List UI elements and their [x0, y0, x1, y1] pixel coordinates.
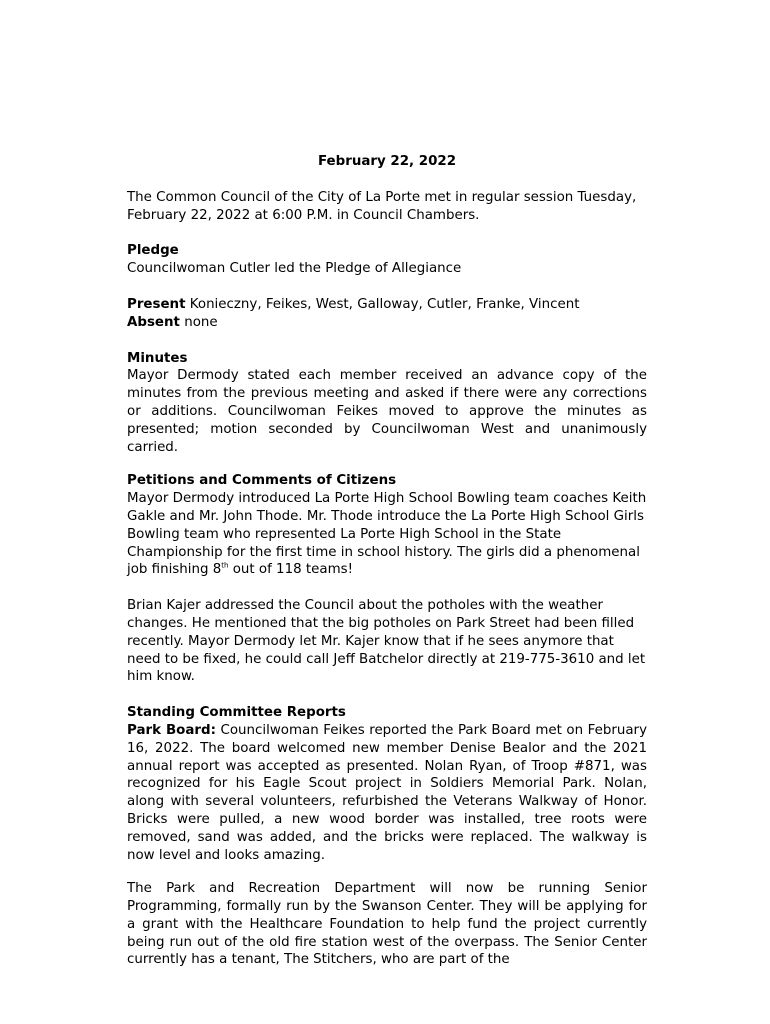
- standing-committee-heading: Standing Committee Reports: [127, 705, 346, 721]
- pledge-text: Councilwoman Cutler led the Pledge of Allegiance: [127, 261, 462, 277]
- park-board-paragraph: [127, 722, 647, 864]
- intro-paragraph: The Common Council of the City of La Porte met in regular session Tuesday, February 22, 2022 at 6:00 P.M. in Council Chambers.: [127, 189, 637, 223]
- petitions-heading: Petitions and Comments of Citizens: [127, 473, 397, 489]
- petitions-paragraph-1: Mayor Dermody introduced La Porte High School Bowling team coaches Keith Gakle and Mr. John Thode. Mr. Thode introduce the La Porte High School Girls Bowling team who represented La Porte High School in the State Championship for the first time in school history. The girls did a phenomenal job finishing 8th out of 118 teams!: [127, 491, 647, 578]
- absent-names: none: [184, 314, 218, 330]
- meeting-date: February 22, 2022: [317, 154, 457, 169]
- absent-label: Absent: [127, 314, 180, 330]
- ordinal-suffix: th: [221, 561, 229, 570]
- present-names: Konieczny, Feikes, West, Galloway, Cutler, Franke, Vincent: [189, 296, 580, 312]
- present-line: [127, 296, 647, 314]
- absent-line: [127, 314, 647, 332]
- minutes-text: Mayor Dermody stated each member received an advance copy of the minutes from the previous meeting and asked if there were any corrections or additions. Councilwoman Feikes moved to approve the minutes as presented; motion seconded by Councilwoman West and unanimously carried.: [127, 368, 647, 455]
- minutes-heading: Minutes: [127, 350, 188, 366]
- petitions-paragraph-2: Brian Kajer addressed the Council about the potholes with the weather changes. He mentioned that the big potholes on Park Street had been filled recently. Mayor Dermody let Mr. Kajer know that if he sees anymore that need to be fixed, he could call Jeff Batchelor directly at 219-775-3610 and let him know.: [127, 598, 646, 685]
- minutes-body: [127, 153, 647, 969]
- present-label: Present: [127, 296, 186, 312]
- recreation-paragraph: The Park and Recreation Department will now be running Senior Programming, formally run by the Swanson Center. They will be applying for a grant with the Healthcare Foundation to help fund the project currently being run out of the old fire station west of the overpass. The Senior Center currently has a tenant, The Stitchers, who are part of the: [127, 881, 647, 968]
- park-board-label: Park Board:: [127, 722, 216, 738]
- park-board-text: Councilwoman Feikes reported the Park Board met on February 16, 2022. The board welcomed new member Denise Bealor and the 2021 annual report was accepted as presented. Nolan Ryan, of Troop #871, was recognized for his Eagle Scout project in Soldiers Memorial Park. Nolan, along with several volunteers, refurbished the Veterans Walkway of Honor. Bricks were pulled, a new wood border was installed, tree roots were removed, sand was added, and the bricks were replaced. The walkway is now level and looks amazing.: [127, 722, 647, 863]
- pledge-heading: Pledge: [127, 243, 179, 259]
